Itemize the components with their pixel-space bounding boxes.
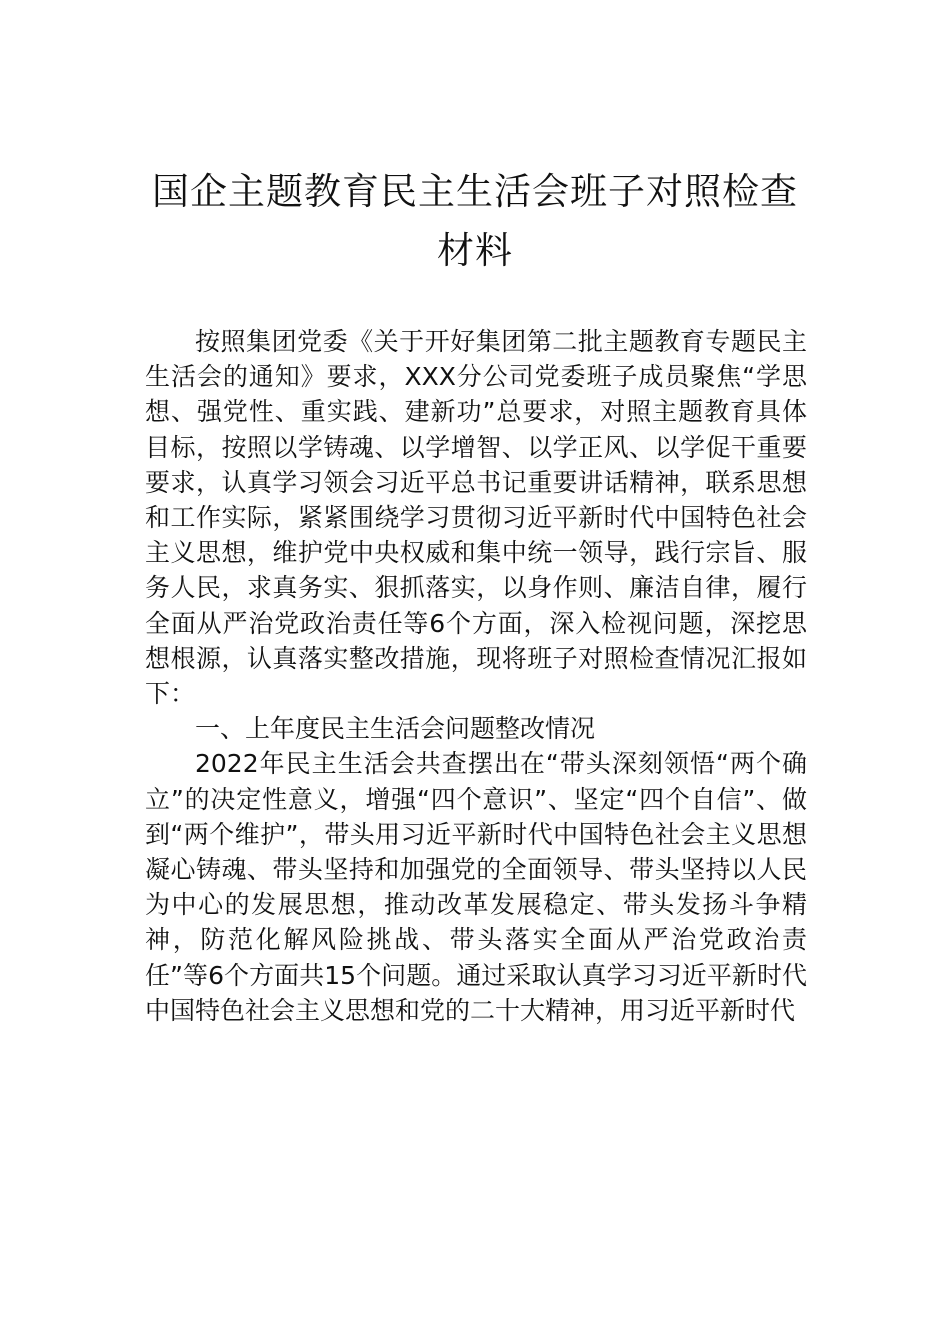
document-title: 国企主题教育民主生活会班子对照检查材料 [152, 170, 798, 272]
section-heading: 一、上年度民主生活会问题整改情况 [195, 714, 596, 744]
intro-paragraph: 按照集团党委《关于开好集团第二批主题教育专题民主生活会的通知》要求，XXX分公司党委班子成员聚焦“学思想、强党性、重实践、建新功”总要求，对照主题教育具体目标，按照以学铸魂、以学增智、以学正风、以学促干重要要求，认真学习领会习近平总书记重要讲话精神，联系思想和工作实际，紧紧围绕学习贯彻习近平新时代中国特色社会主义思想，维护党中央权威和集中统一领导，践行宗旨、服务人民，求真务实、狠抓落实，以身作则、廉洁自律，履行全面从严治党政治责任等6个方面，深入检视问题，深挖思想根源，认真落实整改措施，现将班子对照检查情况汇报如下： [145, 327, 807, 709]
document-body [145, 324, 807, 1028]
section-paragraph: 2022年民主生活会共查摆出在“带头深刻领悟“两个确立”的决定性意义，增强“四个意识”、坚定“四个自信”、做到“两个维护”，带头用习近平新时代中国特色社会主义思想凝心铸魂、带头坚持和加强党的全面领导、带头坚持以人民为中心的发展思想，推动改革发展稳定、带头发扬斗争精神，防范化解风险挑战、带头落实全面从严治党政治责任”等6个方面共15个问题。通过采取认真学习习近平新时代中国特色社会主义思想和党的二十大精神，用习近平新时代 [145, 749, 807, 1025]
